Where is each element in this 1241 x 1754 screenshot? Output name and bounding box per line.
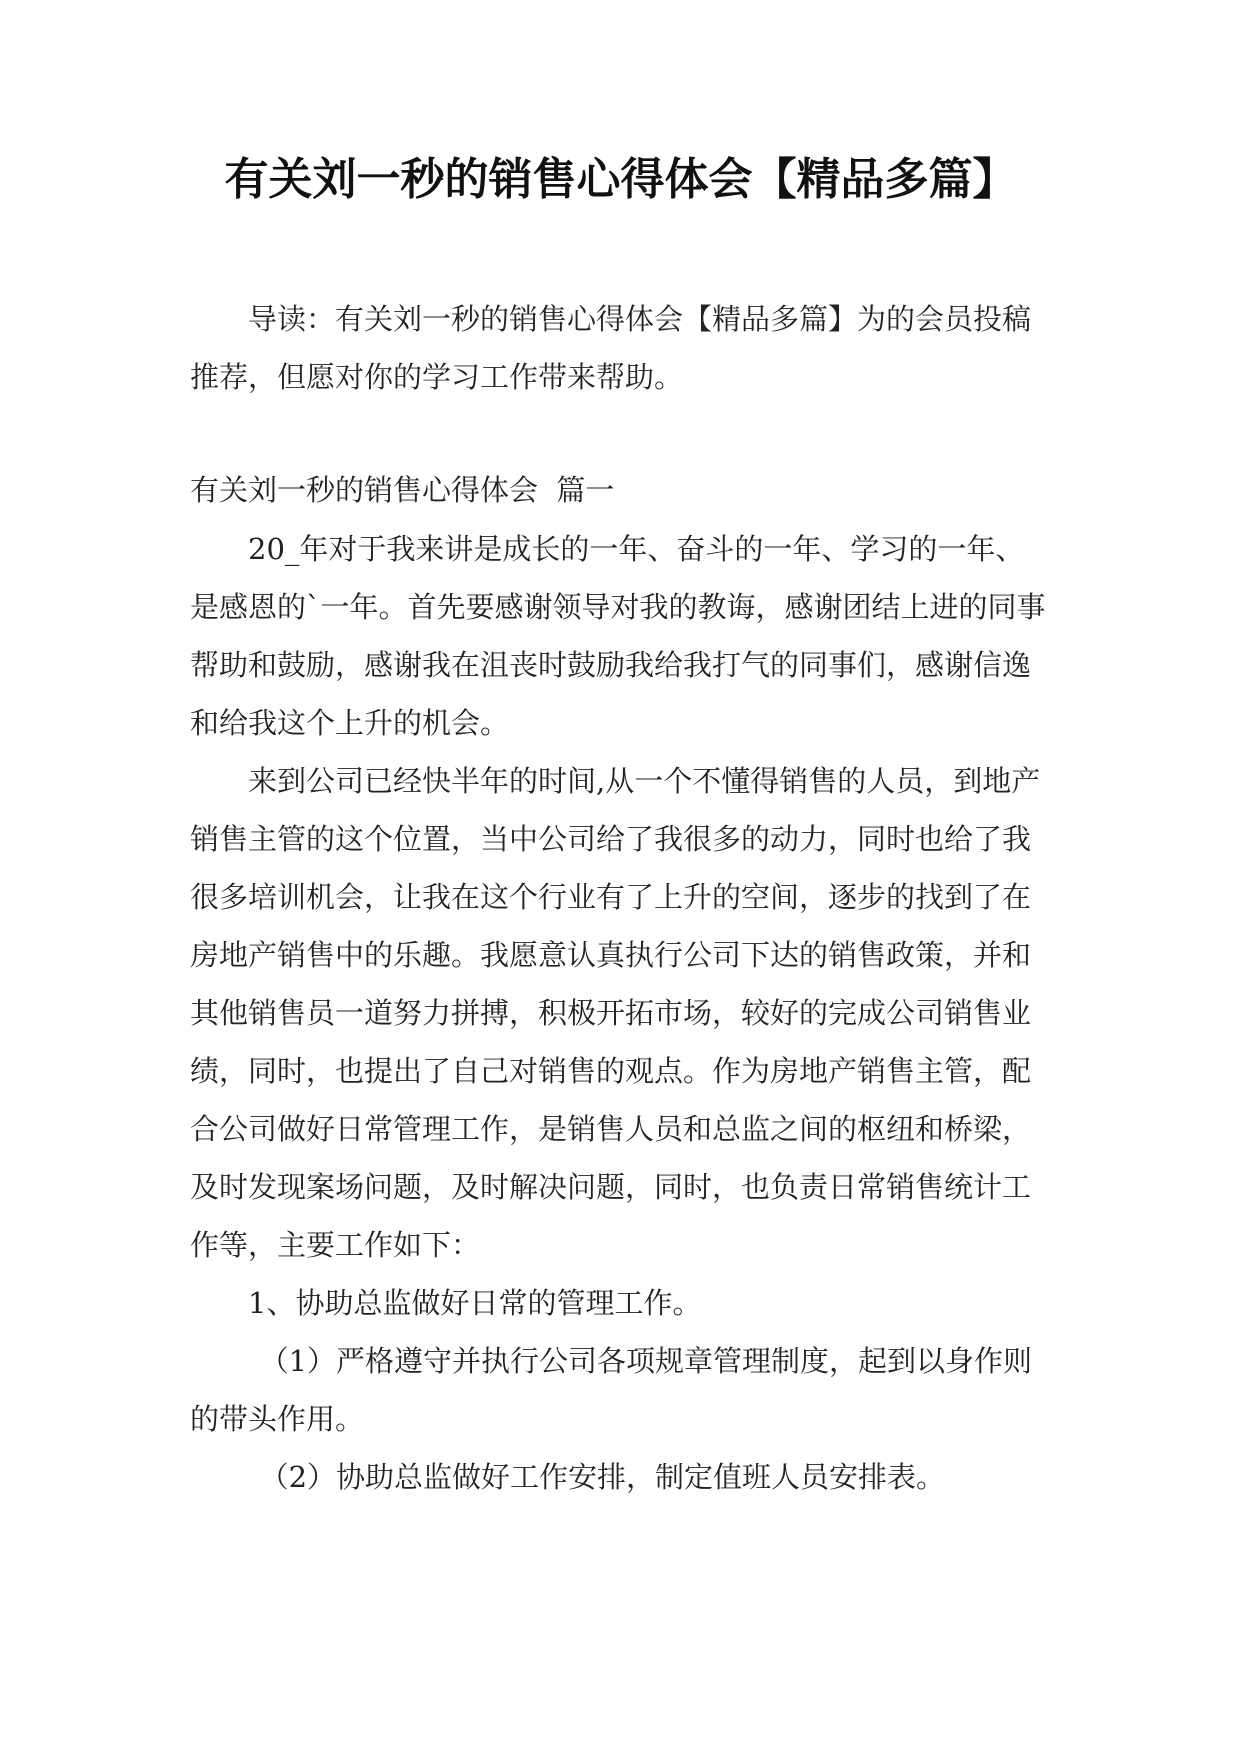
list-subitem: （2）协助总监做好工作安排，制定值班人员安排表。 [259,1460,946,1494]
document-title: 有关刘一秒的销售心得体会【精品多篇】 [224,154,1017,205]
intro-paragraph: 导读：有关刘一秒的销售心得体会【精品多篇】为的会员投稿推荐，但愿对你的学习工作带来帮助。 [190,302,1032,394]
list-subitem: （1）严格遵守并执行公司各项规章管理制度，起到以身作则的带头作用。 [190,1344,1033,1436]
body-paragraphs [190,520,1050,1506]
list-item: 1、协助总监做好日常的管理工作。 [248,1286,702,1320]
paragraph: 来到公司已经快半年的时间,从一个不懂得销售的人员，到地产销售主管的这个位置，当中公司给了我很多的动力，同时也给了我很多培训机会，让我在这个行业有了上升的空间，逐步的找到了在房地产销售中的乐趣。我愿意认真执行公司下达的销售政策，并和其他销售员一道努力拼搏，积极开拓市场，较好的完成公司销售业绩，同时，也提出了自己对销售的观点。作为房地产销售主管，配合公司做好日常管理工作，是销售人员和总监之间的枢纽和桥梁，及时发现案场问题，及时解决问题，同时，也负责日常销售统计工作等，主要工作如下： [190,764,1041,1262]
section-heading: 有关刘一秒的销售心得体会 篇一 [190,473,615,507]
paragraph: 20_年对于我来讲是成长的一年、奋斗的一年、学习的一年、是感恩的`一年。首先要感谢领导对我的教诲，感谢团结上进的同事帮助和鼓励，感谢我在沮丧时鼓励我给我打气的同事们，感谢信逸和给我这个上升的机会。 [190,532,1046,740]
